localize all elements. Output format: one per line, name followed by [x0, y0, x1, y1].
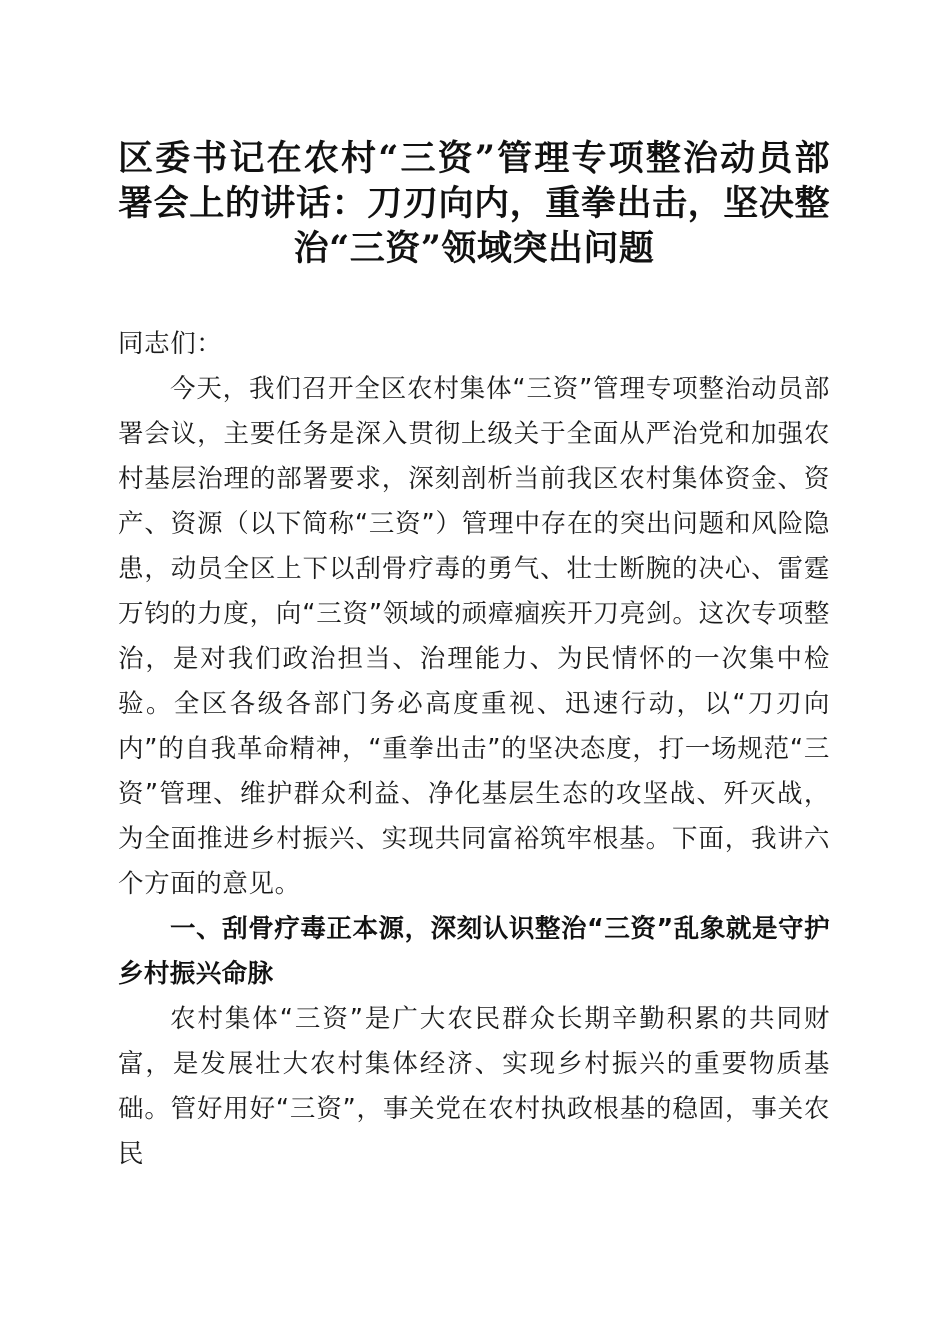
- body-paragraph-1: 今天，我们召开全区农村集体“三资”管理专项整治动员部署会议，主要任务是深入贯彻上级关于全面从严治党和加强农村基层治理的部署要求，深刻剖析当前我区农村集体资金、资产、资源（以下简称“三资”）管理中存在的突出问题和风险隐患，动员全区上下以刮骨疗毒的勇气、壮士断腕的决心、雷霆万钧的力度，向“三资”领域的顽瘴痼疾开刀亮剑。这次专项整治，是对我们政治担当、治理能力、为民情怀的一次集中检验。全区各级各部门务必高度重视、迅速行动，以“刀刃向内”的自我革命精神，“重拳出击”的坚决态度，打一场规范“三资”管理、维护群众利益、净化基层生态的攻坚战、歼灭战，为全面推进乡村振兴、实现共同富裕筑牢根基。下面，我讲六个方面的意见。: [118, 374, 830, 899]
- body-paragraph-2: 农村集体“三资”是广大农民群众长期辛勤积累的共同财富，是发展壮大农村集体经济、实现乡村振兴的重要物质基础。管好用好“三资”，事关党在农村执政根基的稳固，事关农民: [118, 1004, 830, 1169]
- section-heading-1: 一、刮骨疗毒正本源，深刻认识整治“三资”乱象就是守护乡村振兴命脉: [118, 914, 830, 989]
- salutation: 同志们：: [118, 329, 223, 359]
- document-title: 区委书记在农村“三资”管理专项整治动员部署会上的讲话：刀刃向内，重拳出击，坚决整治“三资”领域突出问题: [118, 138, 830, 269]
